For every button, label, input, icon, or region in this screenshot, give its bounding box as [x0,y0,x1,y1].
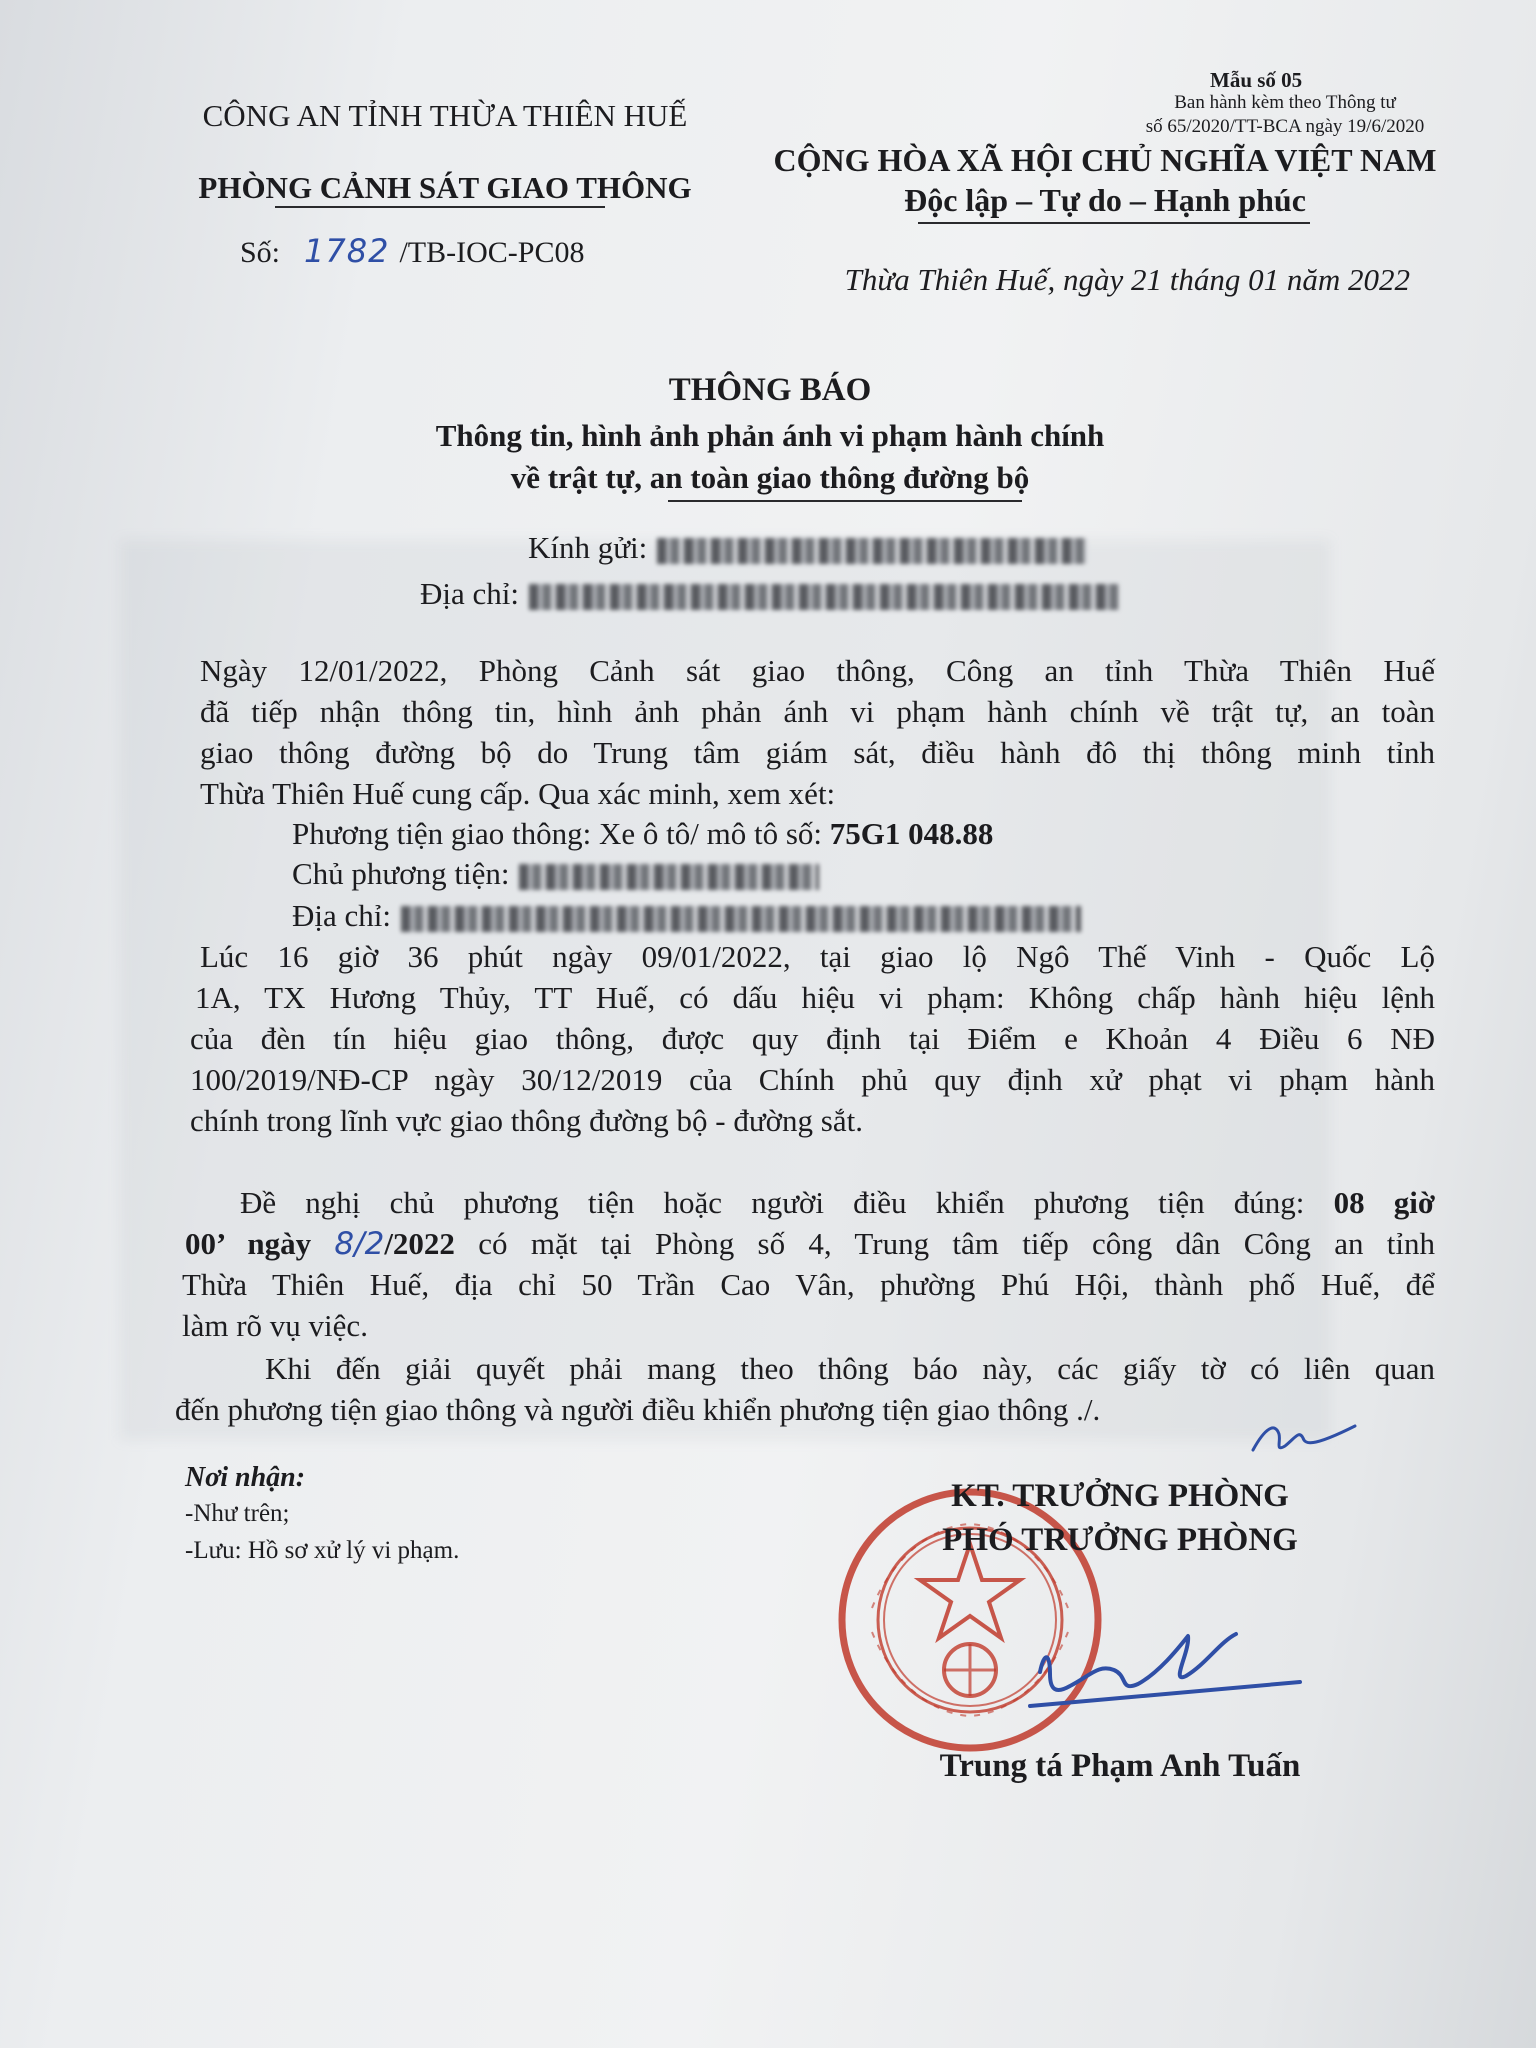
body-p3-line3: Thừa Thiên Huế, địa chỉ 50 Trần Cao Vân, phường Phú Hội, thành phố Huế, để [182,1267,1435,1302]
body-p3-line1 [240,1182,1435,1223]
issuing-agency: CÔNG AN TỈNH THỪA THIÊN HUẾ [202,98,688,133]
national-motto: Độc lập – Tự do – Hạnh phúc [904,182,1306,218]
body-p3-line1-text: Đề nghị chủ phương tiện hoặc người điều khiển phương tiện đúng: [240,1185,1305,1220]
owner-address-row [292,895,1081,936]
vehicle-plate: 75G1 048.88 [829,816,994,851]
recipients-item-2: -Lưu: Hồ sơ xử lý vi phạm. [185,1537,460,1564]
recipient-address-row [420,576,1119,612]
place-date: Thừa Thiên Huế, ngày 21 tháng 01 năm 2022 [844,262,1410,297]
appointment-time-hour: 08 giờ [1333,1185,1436,1220]
body-p2-line1: Lúc 16 giờ 36 phút ngày 09/01/2022, tại giao lộ Ngô Thế Vinh - Quốc Lộ [200,939,1435,974]
appointment-year: /2022 [384,1226,455,1261]
appointment-date-handwritten: 8/2 [334,1226,385,1262]
body-p2-line3: của đèn tín hiệu giao thông, được quy định tại Điểm e Khoản 4 Điều 6 NĐ [190,1021,1435,1056]
recipient-name-redacted [657,538,1087,564]
body-p2-line5: chính trong lĩnh vực giao thông đường bộ - đường sắt. [190,1103,863,1138]
owner-row [292,853,819,894]
national-title: CỘNG HÒA XÃ HỘI CHỦ NGHĨA VIỆT NAM [773,142,1437,178]
body-p1-line1: Ngày 12/01/2022, Phòng Cảnh sát giao thông, Công an tỉnh Thừa Thiên Huế [200,653,1435,688]
signature-icon [1010,1612,1310,1722]
motto-underline [918,222,1310,224]
form-number: Mẫu số 05 [1210,68,1303,92]
document-number-handwritten: 1782 [304,232,390,270]
form-issued-line1: Ban hành kèm theo Thông tư [1174,92,1396,113]
signer-role-line2: PHÓ TRƯỞNG PHÒNG [942,1522,1298,1558]
form-issued-line2: số 65/2020/TT-BCA ngày 19/6/2020 [1145,116,1425,137]
body-p2-line2: 1A, TX Hương Thủy, TT Huế, có dấu hiệu vi phạm: Không chấp hành hiệu lệnh [195,980,1435,1015]
document-number-label: Số: [240,236,281,269]
recipient-address-label: Địa chỉ: [420,576,519,611]
vehicle-row [292,813,993,854]
body-p1-line4: Thừa Thiên Huế cung cấp. Qua xác minh, xem xét: [200,776,836,811]
department-underline [275,206,605,208]
notice-subtitle-line1: Thông tin, hình ảnh phản ánh vi phạm hành chính [435,418,1105,453]
recipients-item-1: -Như trên; [185,1500,290,1527]
owner-address-redacted [401,906,1081,932]
recipient-address-redacted [529,584,1119,610]
handwritten-initial-icon [1245,1408,1365,1468]
recipient-row [528,530,1087,566]
title-underline [668,500,1022,502]
owner-name-redacted [519,864,819,890]
vehicle-label: Phương tiện giao thông: Xe ô tô/ mô tô số: [292,816,823,851]
notice-subtitle-line2: về trật tự, an toàn giao thông đường bộ [510,460,1030,495]
owner-label: Chủ phương tiện: [292,856,510,891]
owner-address-label: Địa chỉ: [292,898,391,933]
body-p2-line4: 100/2019/NĐ-CP ngày 30/12/2019 của Chính phủ quy định xử phạt vi phạm hành [190,1062,1435,1097]
appointment-time-minute: 00’ ngày [185,1226,312,1261]
body-p4-line2: đến phương tiện giao thông và người điều khiển phương tiện giao thông ./. [175,1392,1101,1427]
body-p3-line2-text: có mặt tại Phòng số 4, Trung tâm tiếp công dân Công an tỉnh [478,1226,1436,1261]
signer-role-line1: KT. TRƯỞNG PHÒNG [951,1478,1289,1514]
body-p3-line2 [185,1223,1435,1265]
recipients-title: Nơi nhận: [185,1462,306,1493]
document-number-suffix: /TB-IOC-PC08 [399,236,585,269]
issuing-department: PHÒNG CẢNH SÁT GIAO THÔNG [198,170,692,205]
body-p3-line4: làm rõ vụ việc. [182,1308,368,1343]
document-number [240,232,584,270]
notice-title: THÔNG BÁO [668,372,872,408]
signer-name: Trung tá Phạm Anh Tuấn [939,1748,1301,1784]
body-p1-line2: đã tiếp nhận thông tin, hình ảnh phản ánh vi phạm hành chính về trật tự, an toàn [200,694,1435,729]
body-p4-line1: Khi đến giải quyết phải mang theo thông báo này, các giấy tờ có liên quan [265,1351,1435,1386]
recipient-label: Kính gửi: [528,530,648,565]
body-p1-line3: giao thông đường bộ do Trung tâm giám sát, điều hành đô thị thông minh tỉnh [200,735,1435,770]
